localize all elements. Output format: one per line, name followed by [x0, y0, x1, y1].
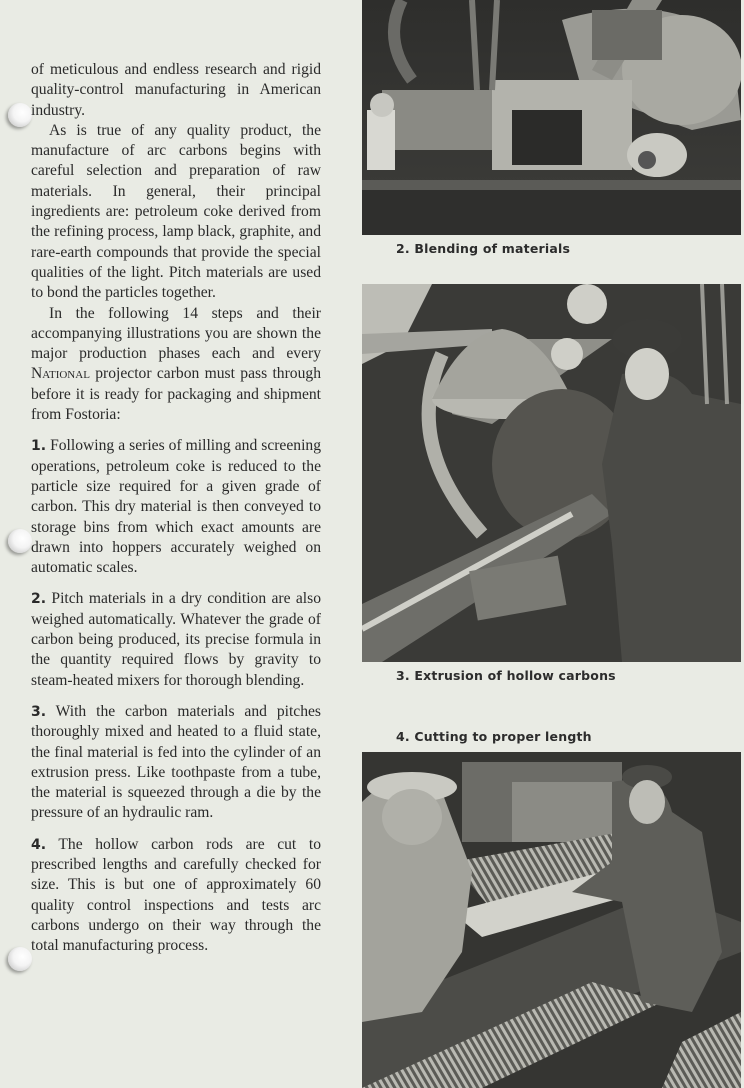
photo-extrusion-press — [362, 284, 741, 662]
photo-cutting-rods — [362, 752, 741, 1088]
text-column — [31, 60, 321, 956]
photo-blending-machinery — [362, 0, 741, 235]
intro-paragraph-1: of meticulous and endless research and rigid quality-control manufacturing in American industry. — [31, 61, 321, 119]
binder-hole — [8, 947, 32, 971]
photo-cutting-illustration — [362, 752, 741, 1088]
intro-text: projector carbon must pass through before it is ready for packaging and shipment from Fostoria: — [31, 365, 321, 424]
photo-caption: 4. Cutting to proper length — [396, 729, 592, 744]
intro-paragraph-2: As is true of any quality product, the manufacture of arc carbons begins with careful selection and preparation of raw materials. In general, their principal ingredients are: petroleum coke derived from the refining process, lamp black, graphite, and rare-earth compounds that provide the special qualities of the light. Pitch materials are used to bond the particles together. — [31, 121, 321, 302]
brand-name: National — [31, 365, 90, 383]
step-text: Following a series of milling and screening operations, petroleum coke is reduced to the particle size required for a given grade of carbon. This dry material is then conveyed to storage bins from which exact amounts are drawn into hoppers accurately weighed on automatic scales. — [31, 437, 321, 577]
step-number: 3. — [31, 703, 47, 720]
binder-hole — [8, 529, 32, 553]
step-3 — [31, 702, 321, 824]
step-1 — [31, 436, 321, 578]
step-text: With the carbon materials and pitches thoroughly mixed and heated to a fluid state, the final material is fed into the cylinder of an extrusion press. Like toothpaste from a tube, the material is squeezed through a die by the pressure of an hydraulic ram. — [31, 702, 321, 822]
photo-caption: 3. Extrusion of hollow carbons — [396, 668, 616, 683]
step-number: 4. — [31, 836, 47, 853]
photo-extrusion-illustration — [362, 284, 741, 662]
binder-hole — [8, 103, 32, 127]
intro-text: In the following 14 steps and their accompanying illustrations you are shown the major production phases each and every — [31, 304, 321, 363]
photo-caption: 2. Blending of materials — [396, 241, 571, 256]
step-text: The hollow carbon rods are cut to prescribed lengths and carefully checked for size. This is but one of approximately 60 quality control inspections and tests arc carbons undergo on their way through the total manufacturing process. — [31, 835, 321, 955]
photo-blending-illustration — [362, 0, 741, 235]
step-number: 1. — [31, 438, 47, 455]
step-number: 2. — [31, 591, 47, 608]
step-4 — [31, 835, 321, 957]
step-2 — [31, 589, 321, 690]
intro-paragraph-3 — [31, 304, 321, 426]
step-text: Pitch materials in a dry condition are also weighed automatically. Whatever the grade of carbon being produced, its precise formula in the quantity required flows by gravity to steam-heated mixers for thorough blending. — [31, 590, 321, 689]
